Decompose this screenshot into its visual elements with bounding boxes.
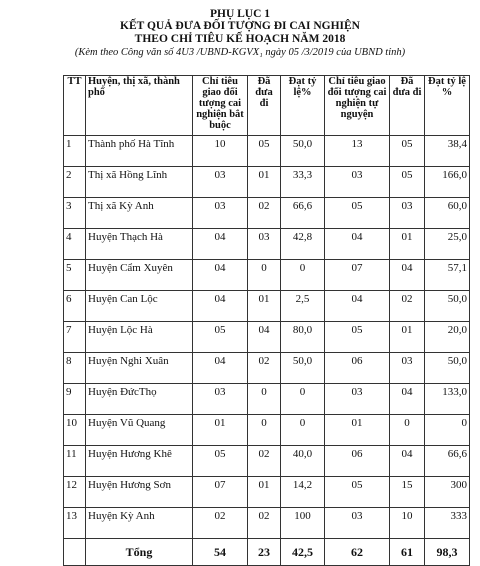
compulsory-target: 10 (193, 136, 248, 167)
district-name: Huyện Hương Khê (86, 446, 193, 477)
voluntary-rate: 66,6 (425, 446, 470, 477)
district-name: Huyện Cẩm Xuyên (86, 260, 193, 291)
voluntary-sent: 03 (390, 198, 425, 229)
compulsory-target: 01 (193, 415, 248, 446)
table-row (64, 167, 470, 198)
voluntary-sent: 03 (390, 353, 425, 384)
voluntary-sent: 02 (390, 291, 425, 322)
compulsory-rate: 42,8 (281, 229, 325, 260)
compulsory-sent: 05 (248, 136, 281, 167)
voluntary-sent: 04 (390, 384, 425, 415)
total-voluntary-rate: 98,3 (425, 539, 470, 566)
total-voluntary-sent: 61 (390, 539, 425, 566)
total-row (64, 539, 470, 566)
district-name: Thị xã Kỳ Anh (86, 198, 193, 229)
compulsory-rate: 0 (281, 384, 325, 415)
district-name: Huyện Lộc Hà (86, 322, 193, 353)
voluntary-target: 13 (325, 136, 390, 167)
row-number: 8 (64, 353, 86, 384)
compulsory-rate: 50,0 (281, 353, 325, 384)
col-header-compulsory-target: Chỉ tiêu giao đối tượng cai nghiện bắt buộc (193, 76, 248, 136)
col-header-compulsory-rate: Đạt tỷ lệ% (281, 76, 325, 136)
col-header-voluntary-sent: Đã đưa đi (390, 76, 425, 136)
voluntary-sent: 01 (390, 229, 425, 260)
voluntary-target: 05 (325, 477, 390, 508)
voluntary-rate: 333 (425, 508, 470, 539)
voluntary-rate: 50,0 (425, 291, 470, 322)
table-row (64, 446, 470, 477)
col-header-district: Huyện, thị xã, thành phố (86, 76, 193, 136)
total-row-number (64, 539, 86, 566)
voluntary-target: 03 (325, 508, 390, 539)
compulsory-sent: 02 (248, 353, 281, 384)
table-body (64, 136, 470, 566)
voluntary-sent: 0 (390, 415, 425, 446)
compulsory-rate: 14,2 (281, 477, 325, 508)
table-row (64, 477, 470, 508)
compulsory-target: 04 (193, 291, 248, 322)
results-table (63, 75, 470, 566)
row-number: 12 (64, 477, 86, 508)
col-header-tt: TT (64, 76, 86, 136)
compulsory-sent: 02 (248, 508, 281, 539)
compulsory-target: 07 (193, 477, 248, 508)
compulsory-target: 04 (193, 229, 248, 260)
document-heading: KẾT QUẢ ĐƯA ĐỐI TƯỢNG ĐI CAI NGHIỆN (120, 20, 360, 32)
district-name: Huyện Can Lộc (86, 291, 193, 322)
table-row (64, 508, 470, 539)
compulsory-rate: 100 (281, 508, 325, 539)
voluntary-sent: 04 (390, 446, 425, 477)
row-number: 2 (64, 167, 86, 198)
voluntary-target: 05 (325, 198, 390, 229)
voluntary-target: 04 (325, 229, 390, 260)
row-number: 10 (64, 415, 86, 446)
table-row (64, 384, 470, 415)
district-name: Thành phố Hà Tĩnh (86, 136, 193, 167)
compulsory-target: 03 (193, 167, 248, 198)
compulsory-sent: 04 (248, 322, 281, 353)
appendix-title: PHỤ LỤC 1 (209, 8, 271, 20)
table-header-row (64, 76, 470, 136)
total-voluntary-target: 62 (325, 539, 390, 566)
voluntary-target: 01 (325, 415, 390, 446)
table-row (64, 136, 470, 167)
row-number: 7 (64, 322, 86, 353)
voluntary-rate: 38,4 (425, 136, 470, 167)
table-row (64, 415, 470, 446)
compulsory-target: 04 (193, 353, 248, 384)
voluntary-rate: 57,1 (425, 260, 470, 291)
table-row (64, 291, 470, 322)
compulsory-sent: 02 (248, 446, 281, 477)
row-number: 6 (64, 291, 86, 322)
row-number: 5 (64, 260, 86, 291)
compulsory-sent: 01 (248, 291, 281, 322)
voluntary-rate: 20,0 (425, 322, 470, 353)
col-header-voluntary-rate: Đạt tỷ lệ % (425, 76, 470, 136)
row-number: 4 (64, 229, 86, 260)
district-name: Huyện Vũ Quang (86, 415, 193, 446)
voluntary-rate: 0 (425, 415, 470, 446)
total-compulsory-rate: 42,5 (281, 539, 325, 566)
voluntary-sent: 04 (390, 260, 425, 291)
district-name: Huyện ĐứcThọ (86, 384, 193, 415)
voluntary-target: 07 (325, 260, 390, 291)
district-name: Thị xã Hồng Lĩnh (86, 167, 193, 198)
voluntary-target: 06 (325, 446, 390, 477)
compulsory-rate: 33,3 (281, 167, 325, 198)
row-number: 13 (64, 508, 86, 539)
row-number: 3 (64, 198, 86, 229)
row-number: 9 (64, 384, 86, 415)
voluntary-target: 03 (325, 167, 390, 198)
voluntary-sent: 01 (390, 322, 425, 353)
compulsory-sent: 01 (248, 167, 281, 198)
document-subheading: THEO CHỈ TIÊU KẾ HOẠCH NĂM 2018 (134, 33, 346, 45)
voluntary-rate: 25,0 (425, 229, 470, 260)
compulsory-rate: 0 (281, 415, 325, 446)
total-compulsory-target: 54 (193, 539, 248, 566)
col-header-voluntary-target: Chỉ tiêu giao đối tượng cai nghiện tự nguyện (325, 76, 390, 136)
voluntary-target: 05 (325, 322, 390, 353)
compulsory-target: 02 (193, 508, 248, 539)
voluntary-rate: 166,0 (425, 167, 470, 198)
document-reference: (Kèm theo Công văn số 4U3 /UBND-KGVX₁ ngày 05 /3/2019 của UBND tỉnh) (74, 47, 406, 58)
compulsory-target: 05 (193, 322, 248, 353)
district-name: Huyện Thạch Hà (86, 229, 193, 260)
compulsory-sent: 0 (248, 384, 281, 415)
voluntary-sent: 15 (390, 477, 425, 508)
voluntary-sent: 05 (390, 136, 425, 167)
compulsory-sent: 0 (248, 415, 281, 446)
compulsory-rate: 2,5 (281, 291, 325, 322)
total-label: Tổng (86, 539, 193, 566)
table-row (64, 353, 470, 384)
compulsory-sent: 01 (248, 477, 281, 508)
total-compulsory-sent: 23 (248, 539, 281, 566)
table-row (64, 260, 470, 291)
compulsory-rate: 66,6 (281, 198, 325, 229)
table-row (64, 322, 470, 353)
col-header-compulsory-sent: Đã đưa đi (248, 76, 281, 136)
row-number: 11 (64, 446, 86, 477)
compulsory-target: 05 (193, 446, 248, 477)
compulsory-sent: 02 (248, 198, 281, 229)
compulsory-rate: 50,0 (281, 136, 325, 167)
compulsory-rate: 80,0 (281, 322, 325, 353)
compulsory-target: 03 (193, 384, 248, 415)
voluntary-target: 03 (325, 384, 390, 415)
row-number: 1 (64, 136, 86, 167)
district-name: Huyện Hương Sơn (86, 477, 193, 508)
voluntary-sent: 10 (390, 508, 425, 539)
voluntary-target: 04 (325, 291, 390, 322)
compulsory-sent: 03 (248, 229, 281, 260)
voluntary-rate: 50,0 (425, 353, 470, 384)
voluntary-sent: 05 (390, 167, 425, 198)
compulsory-rate: 40,0 (281, 446, 325, 477)
voluntary-rate: 133,0 (425, 384, 470, 415)
table-row (64, 198, 470, 229)
compulsory-target: 03 (193, 198, 248, 229)
district-name: Huyện Kỳ Anh (86, 508, 193, 539)
voluntary-rate: 300 (425, 477, 470, 508)
compulsory-target: 04 (193, 260, 248, 291)
voluntary-target: 06 (325, 353, 390, 384)
compulsory-rate: 0 (281, 260, 325, 291)
district-name: Huyện Nghi Xuân (86, 353, 193, 384)
voluntary-rate: 60,0 (425, 198, 470, 229)
compulsory-sent: 0 (248, 260, 281, 291)
table-row (64, 229, 470, 260)
